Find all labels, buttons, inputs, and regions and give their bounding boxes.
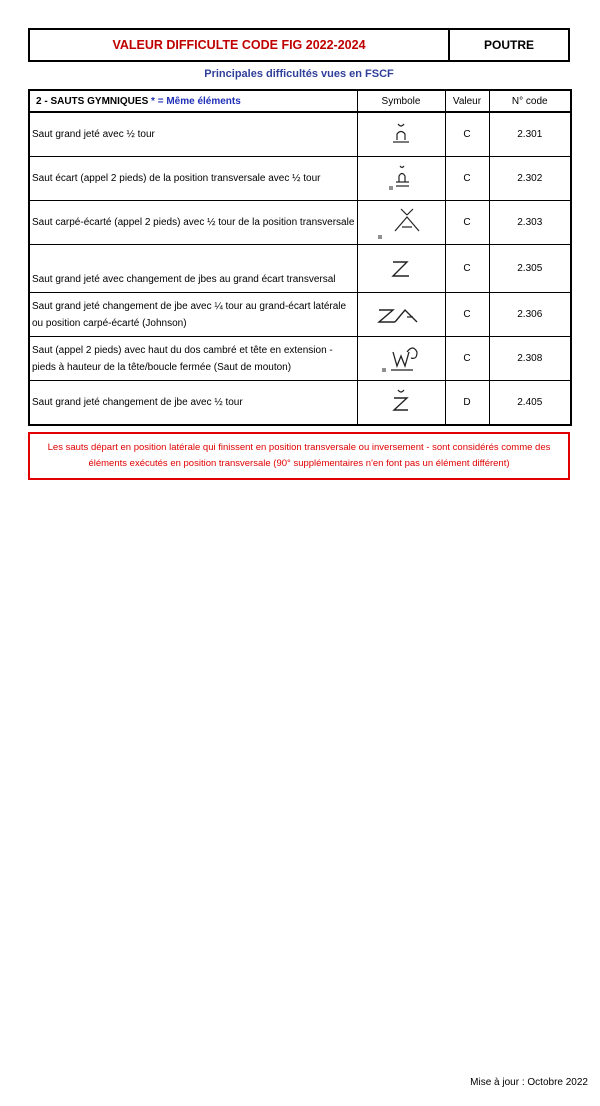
difficulty-value: C: [445, 337, 489, 381]
jump-description: Saut grand jeté changement de jbe avec ¼ tour au grand-écart latérale ou position carpé-écarté (Johnson): [29, 293, 357, 337]
switch-leap-symbol: [357, 245, 445, 293]
table-row: [29, 112, 571, 157]
title-bar: [28, 28, 570, 62]
element-code: 2.303: [489, 201, 571, 245]
jump-description: Saut écart (appel 2 pieds) de la position transversale avec ½ tour: [29, 157, 357, 201]
table-header-row: [29, 90, 571, 112]
table-row: [29, 337, 571, 381]
sheep-jump-symbol: [357, 337, 445, 381]
column-header-value: Valeur: [445, 90, 489, 112]
pike-straddle-half-turn-symbol: [357, 201, 445, 245]
difficulty-value: C: [445, 157, 489, 201]
straddle-jump-half-turn-symbol: [357, 157, 445, 201]
document-title: VALEUR DIFFICULTE CODE FIG 2022-2024: [30, 30, 450, 60]
rule-note: [28, 432, 570, 480]
table-row: [29, 157, 571, 201]
difficulty-value: D: [445, 381, 489, 426]
split-leap-half-turn-symbol: [357, 112, 445, 157]
rule-note-text: Les sauts départ en position latérale qui finissent en position transversale ou inversement - sont considérés comme des éléments exécutés en position transversale (90° supplémentaires n'en font pas un élément différent): [47, 442, 551, 469]
jump-description: Saut grand jeté avec changement de jbes au grand écart transversal: [29, 245, 357, 293]
jump-description: Saut (appel 2 pieds) avec haut du dos cambré et tête en extension - pieds à hauteur de la tête/boucle fermée (Saut de mouton): [29, 337, 357, 381]
johnson-leap-symbol: [357, 293, 445, 337]
difficulty-value: C: [445, 201, 489, 245]
jump-description: Saut grand jeté avec ½ tour: [29, 112, 357, 157]
section-note: * = Même éléments: [151, 95, 241, 107]
section-title: 2 - SAUTS GYMNIQUES: [36, 95, 149, 107]
column-header-symbol: Symbole: [357, 90, 445, 112]
element-code: 2.301: [489, 112, 571, 157]
element-code: 2.302: [489, 157, 571, 201]
table-row: [29, 381, 571, 426]
difficulty-value: C: [445, 112, 489, 157]
subtitle: Principales difficultés vues en FSCF: [204, 68, 394, 80]
difficulty-value: C: [445, 293, 489, 337]
jump-description: Saut grand jeté changement de jbe avec ½ tour: [29, 381, 357, 426]
difficulty-value: C: [445, 245, 489, 293]
jump-description: Saut carpé-écarté (appel 2 pieds) avec ½ tour de la position transversale: [29, 201, 357, 245]
element-code: 2.306: [489, 293, 571, 337]
column-header-code: N° code: [489, 90, 571, 112]
table-row: [29, 293, 571, 337]
update-date: Mise à jour : Octobre 2022: [470, 1077, 588, 1088]
jumps-table: [28, 89, 572, 426]
element-code: 2.305: [489, 245, 571, 293]
table-row: [29, 201, 571, 245]
element-code: 2.308: [489, 337, 571, 381]
element-code: 2.405: [489, 381, 571, 426]
apparatus-label: POUTRE: [483, 38, 534, 52]
switch-leap-half-turn-symbol: [357, 381, 445, 426]
section-heading: [29, 90, 357, 112]
table-row: [29, 245, 571, 293]
